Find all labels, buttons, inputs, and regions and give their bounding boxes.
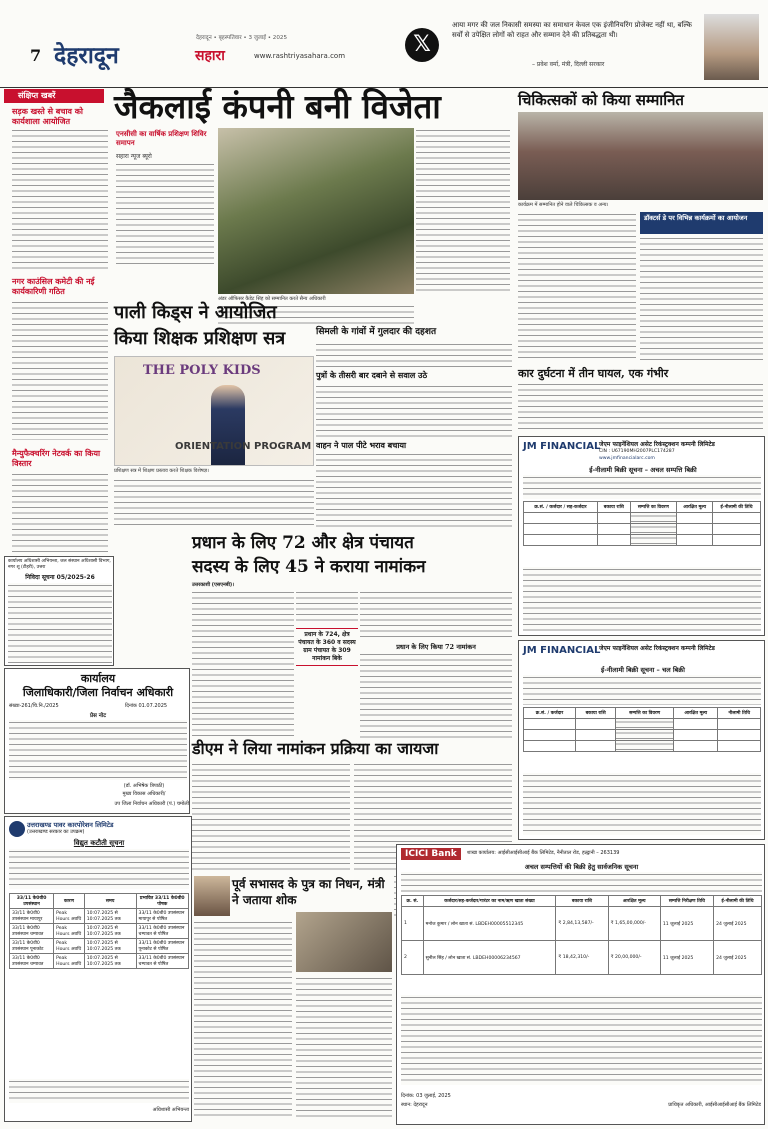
right-photo-caption: कार्यक्रम में सम्मानित होने वाले चिकित्सक व अन्य।	[518, 202, 609, 208]
icici-col-4: आरक्षित मूल्य	[608, 896, 660, 907]
icici-cell: 11 जुलाई 2025	[660, 941, 713, 975]
icici-col-6: ई-नीलामी की तिथि	[714, 896, 762, 907]
jm-url: www.jmfinancialarc.com	[599, 456, 655, 461]
icici-logo	[401, 848, 461, 860]
power-cell: 10:07.2025 से 10:07.2025 तक	[84, 924, 136, 939]
power-cell: 33/11 के0वी0 उपसंस्थान पूनाकोट से पोषित	[136, 939, 188, 954]
power-col-1: 33/11 के0वी0 उपसंस्थान	[10, 894, 54, 909]
power-cell: 33/11 के0वी0 उपसंस्थान चम्पावत	[10, 954, 54, 969]
icici-table	[401, 895, 762, 975]
icici-footer-place: स्थान: देहरादून	[401, 1102, 428, 1108]
panchayat-body-3	[360, 590, 512, 640]
election-subject: प्रेस नोट	[89, 713, 106, 719]
mid-body	[316, 342, 512, 368]
main-body-col1	[116, 162, 214, 268]
jm-company: जेएम फाइनेंशियल असेट रिकंस्ट्रक्शन कम्पनी लिमिटेड	[599, 441, 715, 448]
panchayat-byline: उत्तरकाशी (एसएनबी)।	[192, 582, 235, 588]
icici-branch: शाखा कार्यालय: आईसीआईसीआई बैंक लिमिटेड, नैनीताल रोड, हल्द्वानी – 263139	[467, 850, 620, 856]
election-body	[9, 720, 187, 780]
page-number: 7	[30, 46, 42, 65]
power-note	[9, 1079, 189, 1103]
paper-logo: सहारा	[195, 48, 225, 64]
brief-2-body	[12, 300, 108, 440]
power-title: विद्युत कटौती सूचना	[73, 839, 125, 847]
vehicle-body	[316, 452, 512, 530]
brief-3-body	[12, 472, 108, 552]
right-photo	[518, 112, 763, 200]
jm-col-5: ई-नीलामी की तिथि	[713, 502, 761, 513]
power-intro	[9, 849, 189, 889]
power-cell: 33/11 के0वी0 उपसंस्थान मायापुर से पोषित	[136, 909, 188, 924]
election-sign-2: मुख्य विकास अधिकारी/	[122, 791, 166, 797]
power-cell: 33/11 के0वी0 उपसंस्थान चम्पावत से पोषित	[136, 954, 188, 969]
tender-notice	[4, 556, 114, 666]
brief-2-title: नगर काउंसिल कमेटी की नई कार्यकारिणी गठित	[12, 276, 95, 296]
icici-cell: मनोज कुमार / लोन खाता सं. LBDEH00005512345	[423, 907, 556, 941]
right-headline: चिकित्सकों को किया सम्मानित	[518, 91, 684, 109]
icici-cell: ₹ 1,65,00,000/-	[608, 907, 660, 941]
main-headline: जैकलाई कंपनी बनी विजेता	[114, 87, 441, 126]
election-sign-3: उप जिला निर्वाचन अधिकारी (पं.) चमोली	[114, 801, 189, 807]
table-row	[10, 954, 189, 969]
power-cell: 10:07.2025 से 10:07.2025 तक	[84, 954, 136, 969]
icici-notice	[396, 844, 765, 1125]
power-col-4: प्रभावित 33/11 के0वी0 पोषक	[136, 894, 188, 909]
icici-cell: सुनील सिंह / लोन खाता सं. LBDEH00006234567	[423, 941, 556, 975]
jm-col-3: सम्पत्ति का विवरण	[630, 502, 677, 513]
tender-title-top: कार्यालय अधिशासी अभियन्ता, जल संस्थान अधिशासी विभाग, नगर शू (टीहरी), उत्तरा	[8, 559, 111, 570]
icici-terms	[401, 995, 762, 1085]
jm-col-1: क्र.सं. / कर्जदार / सह-कर्जदार	[524, 502, 598, 513]
right-body-2	[640, 236, 763, 362]
jm-cin: CIN : U67190MH2007PLC174287	[599, 449, 675, 454]
brief-1-body	[12, 128, 108, 270]
election-title-2: जिलाधिकारी/जिला निर्वाचन अधिकारी	[22, 686, 174, 699]
main-photo-caption: अंडर ऑफिसर कैडेट सिंह को सम्मानित करते सैन्य अधिकारी	[218, 296, 326, 302]
icici-cell: ₹ 20,00,000/-	[608, 941, 660, 975]
election-notice	[4, 668, 190, 814]
minister-photo	[704, 14, 759, 80]
jm2-notice-title: ई-नीलामी बिक्री सूचना – चल बिक्री	[601, 666, 685, 674]
panchayat-body-4	[360, 652, 512, 738]
table-row	[402, 941, 762, 975]
jm-intro	[523, 475, 761, 499]
power-col-2: कारण	[54, 894, 85, 909]
panchayat-headline-1: प्रधान के लिए 72 और क्षेत्र पंचायत	[192, 533, 414, 553]
table-row	[10, 924, 189, 939]
power-cell: Peak Hours अवधि	[54, 924, 85, 939]
icici-cell: ₹ 18,42,310/-	[556, 941, 608, 975]
site-url: www.rashtriyasahara.com	[254, 52, 346, 60]
x-logo-icon: 𝕏	[405, 28, 439, 62]
icici-cell: 1	[402, 907, 424, 941]
pradhan-body-1	[194, 920, 292, 1120]
power-cell: 10:07.2025 से 10:07.2025 तक	[84, 939, 136, 954]
power-col-3: समय	[84, 894, 136, 909]
main-body-col2	[416, 128, 510, 294]
power-cell: 33/11 के0वी0 उपसंस्थान मायापुर	[10, 909, 54, 924]
dm-headline: डीएम ने लिया नामांकन प्रक्रिया का जायजा	[192, 739, 439, 758]
power-notice	[4, 816, 192, 1122]
jm-notice-title: ई-नीलामी बिक्री सूचना – अचल सम्पत्ति बिक्री	[589, 466, 697, 474]
pradhan-photo-2	[296, 912, 392, 972]
polykids-banner-title: THE POLY KIDS	[143, 363, 261, 378]
icici-footer-date: दिनांक: 03 जुलाई, 2025	[401, 1093, 451, 1099]
polykids-body	[114, 478, 314, 526]
mid-subhead: पुत्रों के तीसरी बार दबाने से सवाल उठे	[316, 370, 428, 380]
tender-title: निविदा सूचना 05/2025-26	[25, 574, 95, 581]
panchayat-headline-2: सदस्य के लिए 45 ने कराया नामांकन	[192, 557, 426, 577]
vehicle-headline: वाहन ने पाल पीटे भराव बचाया	[316, 440, 407, 450]
main-kicker: एनसीसी का वार्षिक प्रशिक्षण शिविर समापन	[116, 130, 207, 147]
icici-cell: 24 जुलाई 2025	[714, 941, 762, 975]
pradhan-body-2	[296, 976, 392, 1120]
icici-intro	[401, 872, 762, 892]
jm2-terms	[523, 773, 761, 835]
polykids-banner-text: ORIENTATION PROGRAM	[175, 441, 312, 452]
dm-body-1	[192, 762, 350, 870]
election-sign-1: (डॉ. अभिषेक त्रिपाठी)	[123, 783, 165, 789]
jm-terms	[523, 567, 761, 631]
main-photo	[218, 128, 414, 294]
polykids-headline: पाली किड्स ने आयोजित किया शिक्षक प्रशिक्षण सत्र	[114, 302, 286, 349]
jm-notice-2	[518, 640, 765, 840]
icici-cell: 24 जुलाई 2025	[714, 907, 762, 941]
power-cell: 10:07.2025 से 10:07.2025 तक	[84, 909, 136, 924]
table-row	[10, 909, 189, 924]
icici-cell: ₹ 2,84,13,587/-	[556, 907, 608, 941]
jm2-col-1: क्र.सं. / कर्जदार	[524, 708, 576, 719]
jm-logo: JM FINANCIAL	[523, 441, 601, 452]
dateline: देहरादून • बृहस्पतिवार • 3 जुलाई • 2025	[196, 35, 288, 41]
jm-table	[523, 501, 761, 546]
panchayat-callout: प्रधान के 724, क्षेत्र पंचायत के 360 व सदस्य ग्राम पंचायत के 309 नामांकन बिके	[296, 628, 358, 666]
pradhan-photo	[194, 876, 230, 916]
power-cell: 33/11 के0वी0 उपसंस्थान चम्पावत	[10, 924, 54, 939]
jm-notice-1	[518, 436, 765, 636]
pradhan-headline: पूर्व सभासद के पुत्र का निधन, मंत्री ने जताया शोक	[232, 877, 385, 907]
table-row	[10, 939, 189, 954]
panchayat-body-2	[296, 590, 358, 624]
jm2-table	[523, 707, 761, 752]
power-footer: अधिशासी अभियन्ता	[152, 1107, 189, 1113]
jm2-col-2: बकाया राशि	[575, 708, 615, 719]
jm-col-4: आरक्षित मूल्य	[677, 502, 713, 513]
jm2-col-4: आरक्षित मूल्य	[673, 708, 718, 719]
power-cell: Peak Hours अवधि	[54, 909, 85, 924]
icici-sign: प्राधिकृत अधिकारी, आईसीआईसीआई बैंक लिमिटेड	[668, 1102, 761, 1108]
masthead-quote: आया मगर की जल निकासी समस्या का समाधान केवल एक इंजीनियरिंग प्रोजेक्ट नहीं था, बल्कि सर्वों से उपेक्षित लोगों को राहत और सम्मान देने की प्रतिबद्धता थी।	[452, 21, 692, 39]
power-cell: Peak Hours अवधि	[54, 939, 85, 954]
section-strip: संक्षिप्त खबरें	[4, 89, 104, 103]
brief-1-title: सड़क खस्ते से बचाव को कार्यशाला आयोजित	[12, 106, 83, 126]
mid-headline: सिमली के गांवों में गुलदार की दहशत	[316, 327, 437, 337]
power-company: उत्तराखण्ड पावर कारपोरेशन लिमिटेड	[27, 821, 114, 829]
polykids-banner	[114, 356, 314, 466]
jm2-logo: JM FINANCIAL	[523, 645, 601, 656]
icici-logo-text: ICICI Bank	[405, 849, 457, 859]
icici-cell: 11 जुलाई 2025	[660, 907, 713, 941]
icici-col-5: सम्पत्ति निरीक्षण तिथि	[660, 896, 713, 907]
table-row	[402, 907, 762, 941]
upcl-logo-icon	[9, 821, 25, 837]
icici-col-2: कर्जदार/सह-कर्जदार/गारंटर का नाम/ऋण खाता संख्या	[423, 896, 556, 907]
election-ref: संख्या-261/चि.नि./2025	[9, 703, 59, 709]
power-cell: Peak Hours अवधि	[54, 954, 85, 969]
power-subtitle: (उत्तराखण्ड सरकार का उपक्रम)	[27, 829, 85, 835]
icici-cell: 2	[402, 941, 424, 975]
election-date: दिनांक 01.07.2025	[125, 703, 168, 709]
polykids-caption: प्रशिक्षण सत्र में शिक्षण प्रस्ताव करते शिक्षक विशेषज्ञ।	[114, 468, 209, 474]
tender-body	[8, 583, 112, 663]
jm2-intro	[523, 675, 761, 705]
right-subhead: डॉक्टर्स डे पर विभिन्न कार्यक्रमों का आयोजन	[640, 212, 763, 234]
mid-body-2	[316, 384, 512, 438]
masthead	[0, 0, 768, 88]
power-cell: 33/11 के0वी0 उपसंस्थान पूनाकोट	[10, 939, 54, 954]
brief-3-title: मैन्युफैक्चरिंग नेटवर्क का किया विस्तार	[12, 448, 101, 468]
jm2-col-5: नीलामी तिथि	[718, 708, 761, 719]
city-name: देहरादून	[54, 42, 119, 69]
right-body-1	[518, 212, 636, 362]
quote-author: – प्रवेश वर्मा, मंत्री, दिल्ली सरकार	[532, 61, 605, 68]
accident-headline: कार दुर्घटना में तीन घायल, एक गंभीर	[518, 367, 669, 380]
power-cell: 33/11 के0वी0 उपसंस्थान चम्पावत से पोषित	[136, 924, 188, 939]
power-table	[9, 893, 189, 969]
speaker-figure	[211, 385, 245, 465]
panchayat-subhead: प्रधान के लिए किया 72 नामांकन	[396, 643, 476, 651]
icici-title: अचल सम्पत्तियों की बिक्री हेतु सार्वजनिक सूचना	[524, 863, 639, 871]
election-title-1: कार्यालय	[80, 672, 116, 685]
jm2-company: जेएम फाइनेंशियल असेट रिकंस्ट्रक्शन कम्पनी लिमिटेड	[599, 645, 715, 652]
main-byline: सहारा न्यूज ब्यूरो	[116, 153, 152, 160]
jm2-col-3: सम्पत्ति का विवरण	[616, 708, 674, 719]
icici-col-1: क्र. सं.	[402, 896, 424, 907]
accident-body	[518, 382, 763, 432]
icici-col-3: बकाया राशि	[556, 896, 608, 907]
panchayat-body-1	[192, 590, 294, 738]
jm-col-2: बकाया राशि	[598, 502, 631, 513]
